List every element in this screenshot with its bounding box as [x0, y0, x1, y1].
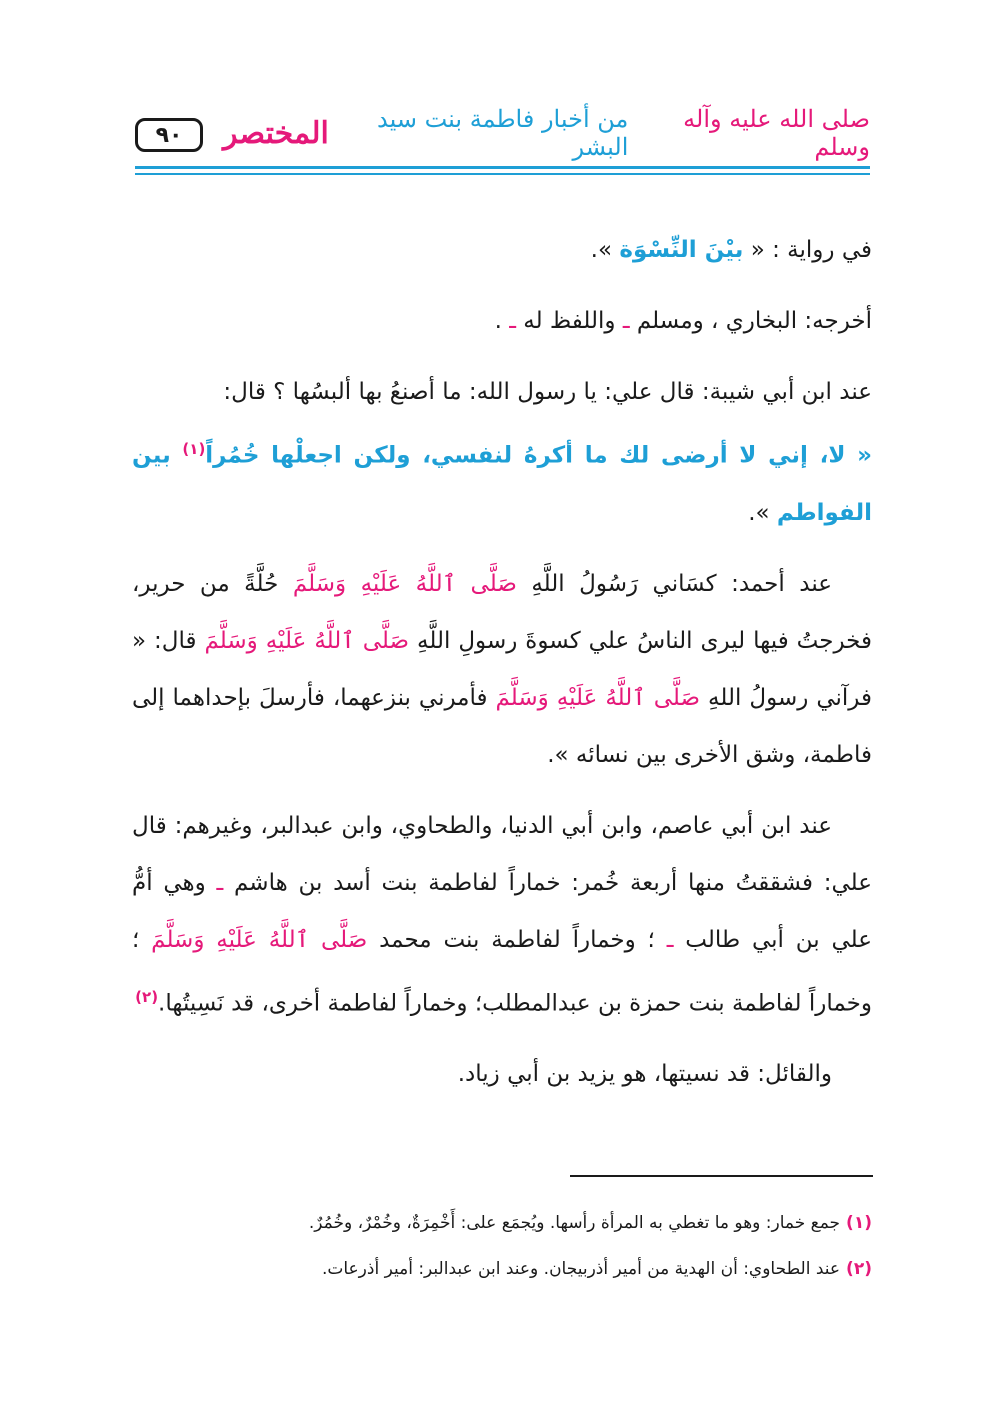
footnote-number: (١) [846, 1213, 872, 1233]
book-title-sub: من أخبار فاطمة بنت سيد البشر [377, 105, 629, 161]
dash-mark: ـ [216, 869, 224, 896]
text-span: في رواية : « [743, 237, 872, 263]
header-rule [135, 166, 870, 169]
footnote-1 [132, 1200, 872, 1246]
footnotes [132, 1200, 872, 1292]
text-span: وهي أمُّ علي بن أبي طالب [132, 869, 873, 953]
paragraph-riwaya [132, 222, 872, 279]
salawat-glyph: صَلَّى ٱللَّهُ عَلَيْهِ وَسَلَّمَ [204, 627, 410, 654]
book-title-main: المختصر [223, 115, 329, 151]
salawat-glyph: صَلَّى ٱللَّهُ عَلَيْهِ وَسَلَّمَ [292, 570, 517, 597]
dash-mark: ـ [509, 308, 516, 334]
quote-highlight: لا، إني لا أرضى لك ما أكرهُ لنفسي، ولكن اجعلْها خُمُراً [205, 442, 846, 469]
paragraph-ibn-abi-asim [132, 798, 872, 1033]
text-span: أخرجه: البخاري ، ومسلم [629, 308, 872, 334]
quote-highlight: بين الفواطم [132, 442, 872, 526]
footnote-2 [132, 1246, 872, 1292]
page-header [135, 104, 870, 180]
header-rule-thin [135, 173, 870, 175]
salawat-glyph: صَلَّى ٱللَّهُ عَلَيْهِ وَسَلَّمَ [495, 684, 701, 711]
page-number: ٩٠ [135, 118, 203, 152]
quote-highlight: بيْنَ النِّسْوَة [619, 237, 744, 263]
main-text [132, 222, 872, 1117]
book-title-praise: صلى الله عليه وآله وسلم [683, 105, 870, 161]
text-span: . [494, 308, 510, 334]
quote-mark: « [845, 442, 872, 469]
footnote-ref[interactable]: (٢) [135, 987, 159, 1006]
footnote-ref[interactable]: (١) [182, 440, 206, 458]
text-span: عند ابن أبي عاصم، وابن أبي الدنيا، والطحاوي، وابن عبدالبر، وغيرهم: قال علي: فشققتُ منها أربعة خُمر: خماراً لفاطمة بنت أسد بن هاشم [132, 812, 872, 896]
paragraph-qaail [132, 1046, 872, 1103]
text-span: عند أحمد: كسَاني رَسُولُ اللَّهِ [516, 570, 832, 597]
salawat-glyph: صَلَّى ٱللَّهُ عَلَيْهِ وَسَلَّمَ [151, 926, 368, 953]
running-title [223, 105, 870, 161]
text-span: ؛ وخماراً لفاطمة بنت حمزة بن عبدالمطلب؛ وخماراً لفاطمة أخرى، قد نَسِيتُها. [132, 926, 872, 1017]
paragraph-ahmad [132, 556, 872, 784]
text-span: قال: « فرآني رسولُ اللهِ [132, 627, 872, 711]
dash-mark: ـ [666, 926, 674, 953]
text-span: ؛ وخماراً لفاطمة بنت محمد [367, 926, 667, 953]
text-span: ». [590, 237, 620, 263]
text-span: حُلَّةً من حرير، فخرجتُ فيها ليرى الناسُ علي كسوةَ رسولِ اللَّهِ [132, 570, 873, 654]
text-span: واللفظ له [515, 308, 623, 334]
text-span: والقائل: قد نسيتها، هو يزيد بن أبي زياد. [457, 1061, 832, 1088]
footnote-divider [570, 1175, 873, 1177]
dash-mark: ـ [622, 308, 630, 334]
paragraph-ibn-abi-shaybah [132, 364, 872, 542]
footnote-number: (٢) [846, 1259, 872, 1279]
footnote-text: جمع خمار: وهو ما تغطي به المرأة رأسها. ويُجمَع على: أَخْمِرَةٌ، وخُمْرٌ، وخُمُرٌ. [308, 1213, 841, 1233]
paragraph-takhrij [132, 293, 872, 350]
text-span: ». [748, 499, 777, 526]
text-span: عند ابن أبي شيبة: قال علي: يا رسول الله: ما أصنعُ بها ألبسُها ؟ قال: [223, 379, 872, 405]
text-span: فأمرني بنزعهما، فأرسلَ بإحداهما إلى فاطمة، وشق الأخرى بين نسائه ». [132, 684, 872, 768]
footnote-text: عند الطحاوي: أن الهدية من أمير أذربيجان. وعند ابن عبدالبر: أمير أذرعات. [321, 1259, 841, 1279]
